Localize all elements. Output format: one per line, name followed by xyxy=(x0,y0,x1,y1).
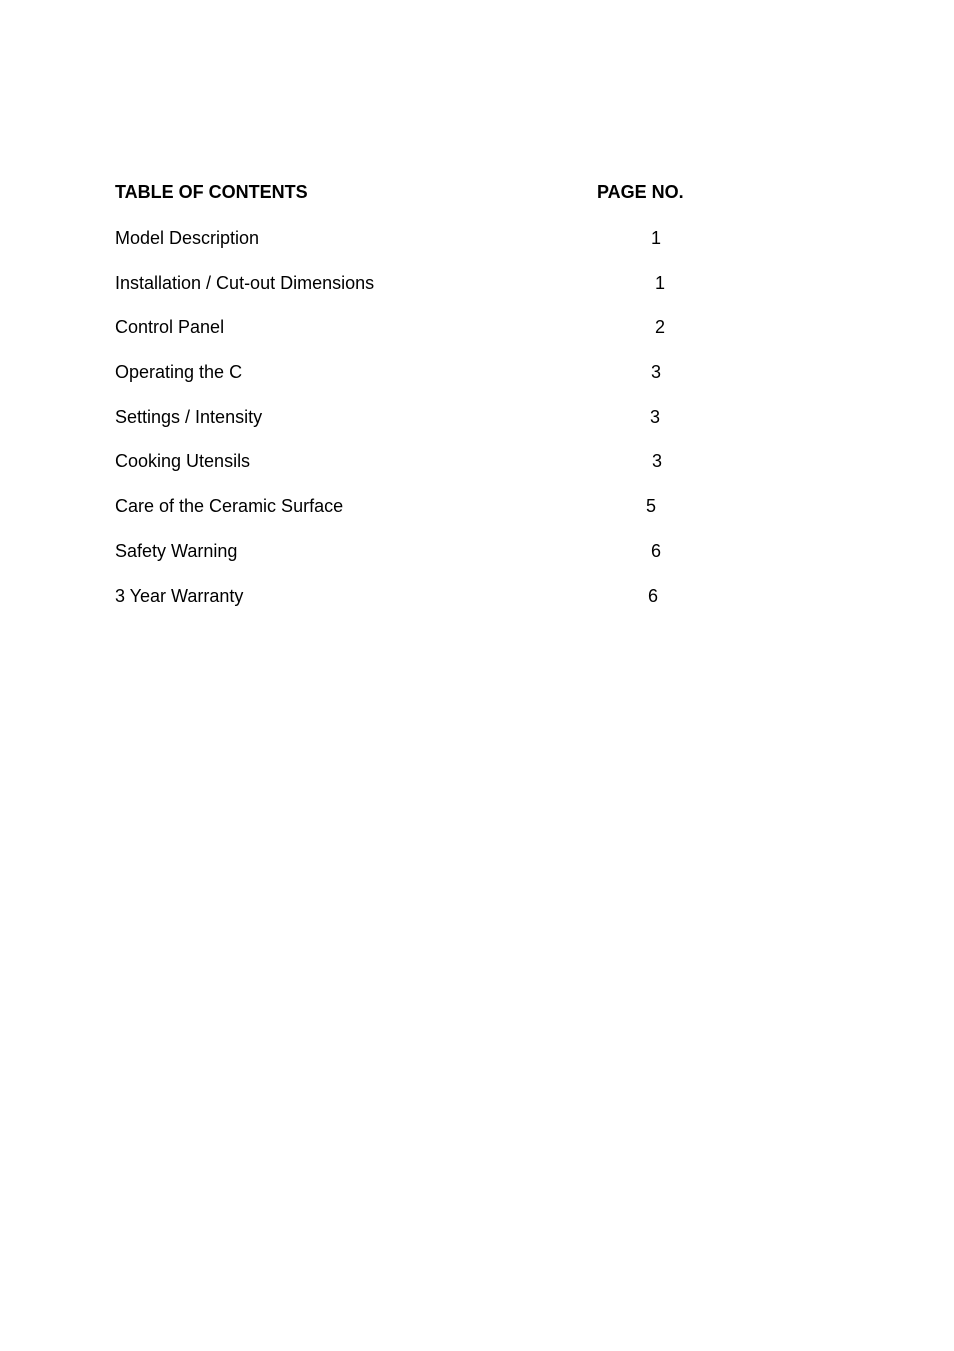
toc-entry-title: Model Description xyxy=(115,228,260,248)
toc-entry-page: 3 xyxy=(652,451,663,472)
toc-entry xyxy=(115,494,715,539)
toc-entry-title: Operating the C xyxy=(115,362,243,383)
toc-entry xyxy=(115,226,715,271)
toc-entry-title: 3 Year Warranty xyxy=(115,585,244,606)
toc-entry-page: 5 xyxy=(646,496,657,517)
toc-entry-page: 3 xyxy=(651,362,662,383)
toc-entry-title: Installation / Cut-out Dimensions xyxy=(115,272,375,293)
toc-header xyxy=(115,182,715,206)
toc-entry-title: Care of the Ceramic Surface xyxy=(115,496,344,517)
toc-entry xyxy=(115,449,715,494)
toc-list xyxy=(115,226,715,628)
toc-entry-page: 1 xyxy=(651,228,662,248)
toc-entry-title: Cooking Utensils xyxy=(115,451,251,472)
toc-entry xyxy=(115,584,715,629)
toc-entry xyxy=(115,360,715,405)
toc-entry-page: 2 xyxy=(655,317,666,338)
toc-entry xyxy=(115,539,715,584)
toc-entry-page: 1 xyxy=(655,272,666,293)
page-number-heading: PAGE NO. xyxy=(597,182,684,202)
toc-entry xyxy=(115,405,715,450)
toc-entry-title: Control Panel xyxy=(115,317,225,338)
toc-entry xyxy=(115,315,715,360)
toc-entry-title: Settings / Intensity xyxy=(115,406,263,427)
toc-heading: TABLE OF CONTENTS xyxy=(115,182,308,202)
toc-entry-page: 3 xyxy=(650,406,661,427)
toc-entry-title: Safety Warning xyxy=(115,540,238,561)
toc-entry-page: 6 xyxy=(651,540,662,561)
toc-entry-page: 6 xyxy=(648,585,659,606)
toc-entry xyxy=(115,271,715,316)
